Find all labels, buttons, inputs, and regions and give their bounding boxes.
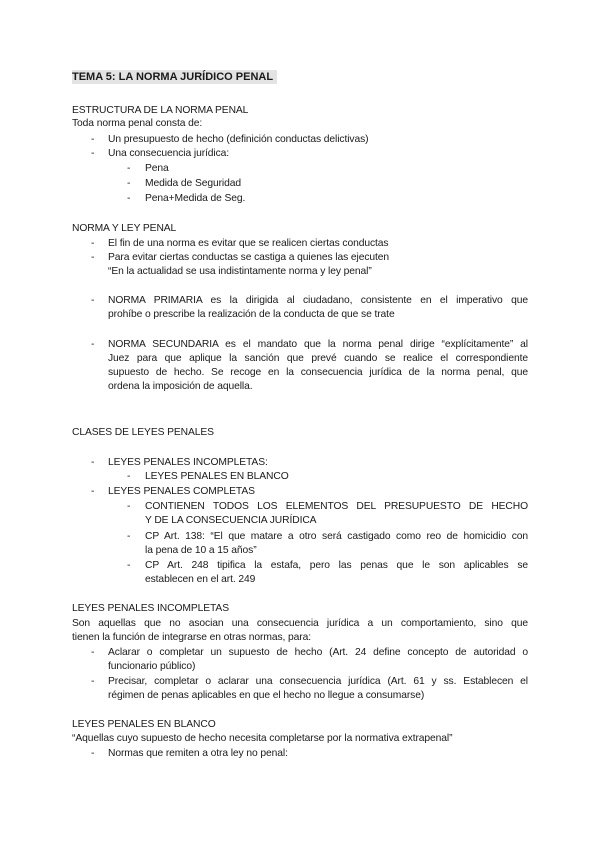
list-item: Normas que remiten a otra ley no penal:: [108, 748, 288, 759]
bullet-dash: -: [91, 676, 95, 687]
norma-primaria-line: prohíbe o prescribe la realización de la conducta de que se trate: [108, 309, 395, 320]
list-item: funcionario público): [108, 661, 196, 672]
bullet-dash: -: [127, 163, 131, 174]
sub-list-item: Medida de Seguridad: [145, 178, 241, 189]
norma-primaria-line: NORMA PRIMARIA es la dirigida al ciudadano, consistente en el imperativo que: [108, 295, 528, 306]
sub-list-item: CONTIENEN TODOS LOS ELEMENTOS DEL PRESUPUESTO DE HECHO: [145, 501, 528, 512]
estructura-intro: Toda norma penal consta de:: [72, 118, 203, 129]
bullet-dash: -: [91, 252, 95, 263]
list-item: El fin de una norma es evitar que se realicen ciertas conductas: [108, 238, 389, 249]
bullet-dash: -: [91, 134, 95, 145]
norma-secundaria-line: ordena la imposición de aquella.: [108, 381, 253, 392]
list-item-quote: “En la actualidad se usa indistintamente norma y ley penal”: [108, 266, 372, 277]
bullet-dash: -: [91, 295, 95, 306]
norma-secundaria-line: Juez para que aplique la sanción que prevé cuando se realice el correspondiente: [108, 353, 528, 364]
list-item: régimen de penas aplicables en que el hecho no llegue a consumarse): [108, 690, 425, 701]
list-item: Para evitar ciertas conductas se castiga a quienes las ejecuten: [108, 252, 390, 263]
sub-list-item: la pena de 10 a 15 años”: [145, 545, 257, 556]
sub-list-item: CP Art. 248 tipifica la estafa, pero las penas que le son aplicables se: [145, 560, 528, 571]
bullet-dash: -: [91, 148, 95, 159]
bullet-dash: -: [91, 647, 95, 658]
bullet-dash: -: [91, 339, 95, 350]
section-heading-norma-ley: NORMA Y LEY PENAL: [72, 223, 177, 234]
bullet-dash: -: [91, 238, 95, 249]
list-item: LEYES PENALES INCOMPLETAS:: [108, 457, 268, 468]
page-title: TEMA 5: LA NORMA JURÍDICO PENAL: [72, 70, 277, 84]
section-heading-en-blanco: LEYES PENALES EN BLANCO: [72, 719, 216, 730]
list-item: Precisar, completar o aclarar una consecuencia jurídica (Art. 61 y ss. Establecen el: [108, 676, 528, 687]
bullet-dash: -: [91, 486, 95, 497]
bullet-dash: -: [127, 560, 131, 571]
list-item: Aclarar o completar un supuesto de hecho (Art. 24 define concepto de autoridad o: [108, 647, 528, 658]
sub-list-item: establecen en el art. 249: [145, 574, 256, 585]
sub-list-item: CP Art. 138: “El que matare a otro será castigado como reo de homicidio con: [145, 531, 528, 542]
paragraph-line: Son aquellas que no asocian una consecuencia jurídica a un comportamiento, sino que: [72, 618, 528, 629]
sub-list-item: LEYES PENALES EN BLANCO: [145, 471, 289, 482]
norma-secundaria-line: supuesto de hecho. Se recoge en la consecuencia jurídica de la norma penal, que: [108, 367, 528, 378]
bullet-dash: -: [91, 748, 95, 759]
list-item: Una consecuencia jurídica:: [108, 148, 230, 159]
norma-secundaria-line: NORMA SECUNDARIA es el mandato que la norma penal dirige “explícitamente” al: [108, 339, 528, 350]
section-heading-incompletas: LEYES PENALES INCOMPLETAS: [72, 603, 229, 614]
list-item: Un presupuesto de hecho (definición conductas delictivas): [108, 134, 369, 145]
section-heading-estructura: ESTRUCTURA DE LA NORMA PENAL: [72, 105, 249, 116]
list-item: LEYES PENALES COMPLETAS: [108, 486, 255, 497]
bullet-dash: -: [127, 193, 131, 204]
sub-list-item: Y DE LA CONSECUENCIA JURÍDICA: [145, 515, 317, 526]
definition-quote: “Aquellas cuyo supuesto de hecho necesita completarse por la normativa extrapenal”: [72, 733, 453, 744]
sub-list-item: Pena+Medida de Seg.: [145, 193, 246, 204]
section-heading-clases: CLASES DE LEYES PENALES: [72, 427, 214, 438]
bullet-dash: -: [127, 471, 131, 482]
bullet-dash: -: [127, 531, 131, 542]
bullet-dash: -: [127, 178, 131, 189]
bullet-dash: -: [91, 457, 95, 468]
sub-list-item: Pena: [145, 163, 169, 174]
paragraph-line: tienen la función de integrarse en otras normas, para:: [72, 632, 312, 643]
bullet-dash: -: [127, 501, 131, 512]
